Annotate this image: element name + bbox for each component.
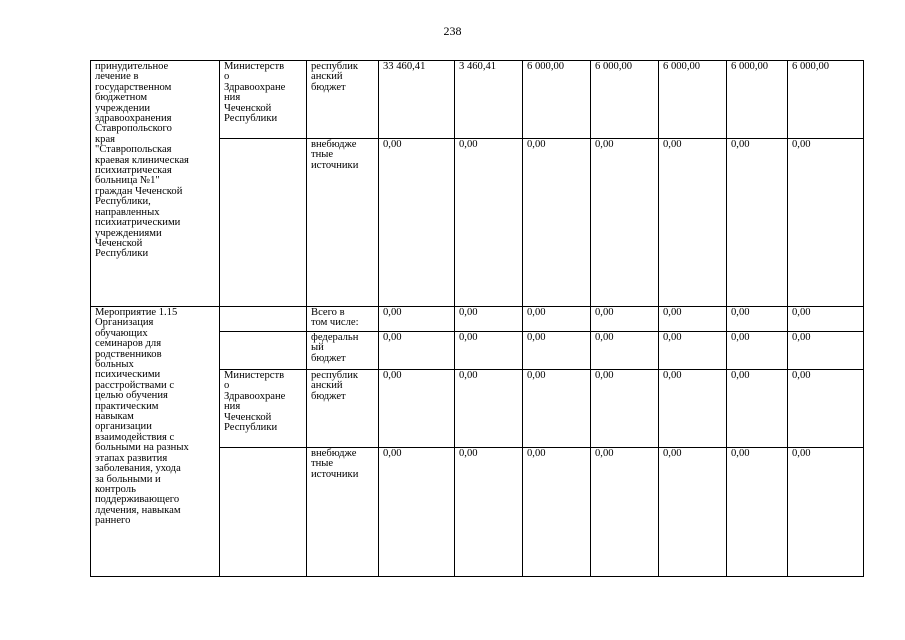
value-cell: 0,00 <box>727 307 788 332</box>
value-cell: 0,00 <box>455 307 523 332</box>
value-cell: 0,00 <box>659 370 727 448</box>
funding-source-cell: Всего в том числе: <box>307 307 379 332</box>
value-cell: 0,00 <box>523 448 591 577</box>
value-cell: 33 460,41 <box>379 61 455 139</box>
value-cell: 0,00 <box>727 139 788 307</box>
value-cell: 0,00 <box>659 332 727 370</box>
value-cell: 0,00 <box>788 370 864 448</box>
value-cell: 0,00 <box>523 332 591 370</box>
value-cell: 0,00 <box>455 448 523 577</box>
measure-description-cell: принудительное лечение в государственном бюджетном учреждении здравоохранения Ставропольского края "Ставропольская краевая клиническая психиатрическая больница №1" граждан Чеченской Республики, направленных психиатрическими учреждениями Чеченской Республики <box>91 61 220 307</box>
executor-cell: Министерств о Здравоохране ния Чеченской Республики <box>220 370 307 448</box>
value-cell: 0,00 <box>788 139 864 307</box>
executor-cell <box>220 448 307 577</box>
value-cell: 0,00 <box>455 332 523 370</box>
executor-cell <box>220 332 307 370</box>
value-cell: 0,00 <box>523 307 591 332</box>
value-cell: 0,00 <box>659 307 727 332</box>
funding-source-cell: федеральн ый бюджет <box>307 332 379 370</box>
funding-source-cell: республик анский бюджет <box>307 61 379 139</box>
value-cell: 6 000,00 <box>659 61 727 139</box>
value-cell: 6 000,00 <box>591 61 659 139</box>
value-cell: 0,00 <box>591 370 659 448</box>
value-cell: 0,00 <box>379 370 455 448</box>
value-cell: 0,00 <box>379 332 455 370</box>
value-cell: 6 000,00 <box>523 61 591 139</box>
value-cell: 0,00 <box>591 307 659 332</box>
page-number: 238 <box>443 24 462 38</box>
value-cell: 0,00 <box>591 332 659 370</box>
value-cell: 0,00 <box>523 370 591 448</box>
table-row <box>91 61 864 139</box>
funding-source-cell: внебюдже тные источники <box>307 139 379 307</box>
executor-cell: Министерств о Здравоохране ния Чеченской Республики <box>220 61 307 139</box>
value-cell: 0,00 <box>379 307 455 332</box>
value-cell: 0,00 <box>727 332 788 370</box>
value-cell: 0,00 <box>591 139 659 307</box>
budget-table <box>90 60 864 577</box>
value-cell: 6 000,00 <box>727 61 788 139</box>
table-row <box>91 307 864 332</box>
value-cell: 0,00 <box>523 139 591 307</box>
value-cell: 0,00 <box>379 448 455 577</box>
executor-cell <box>220 139 307 307</box>
value-cell: 6 000,00 <box>788 61 864 139</box>
executor-cell <box>220 307 307 332</box>
value-cell: 0,00 <box>727 370 788 448</box>
value-cell: 0,00 <box>727 448 788 577</box>
funding-source-cell: республик анский бюджет <box>307 370 379 448</box>
value-cell: 0,00 <box>788 332 864 370</box>
value-cell: 0,00 <box>788 448 864 577</box>
funding-source-cell: внебюдже тные источники <box>307 448 379 577</box>
value-cell: 0,00 <box>455 139 523 307</box>
measure-description-cell: Мероприятие 1.15 Организация обучающих семинаров для родственников больных психическими расстройствами с целью обучения практическим навыкам организации взаимодействия с больными на разных этапах развития заболевания, ухода за больными и контроль поддерживающего лдечения, навыкам раннего <box>91 307 220 577</box>
value-cell: 3 460,41 <box>455 61 523 139</box>
value-cell: 0,00 <box>455 370 523 448</box>
value-cell: 0,00 <box>659 139 727 307</box>
value-cell: 0,00 <box>659 448 727 577</box>
value-cell: 0,00 <box>591 448 659 577</box>
value-cell: 0,00 <box>379 139 455 307</box>
value-cell: 0,00 <box>788 307 864 332</box>
